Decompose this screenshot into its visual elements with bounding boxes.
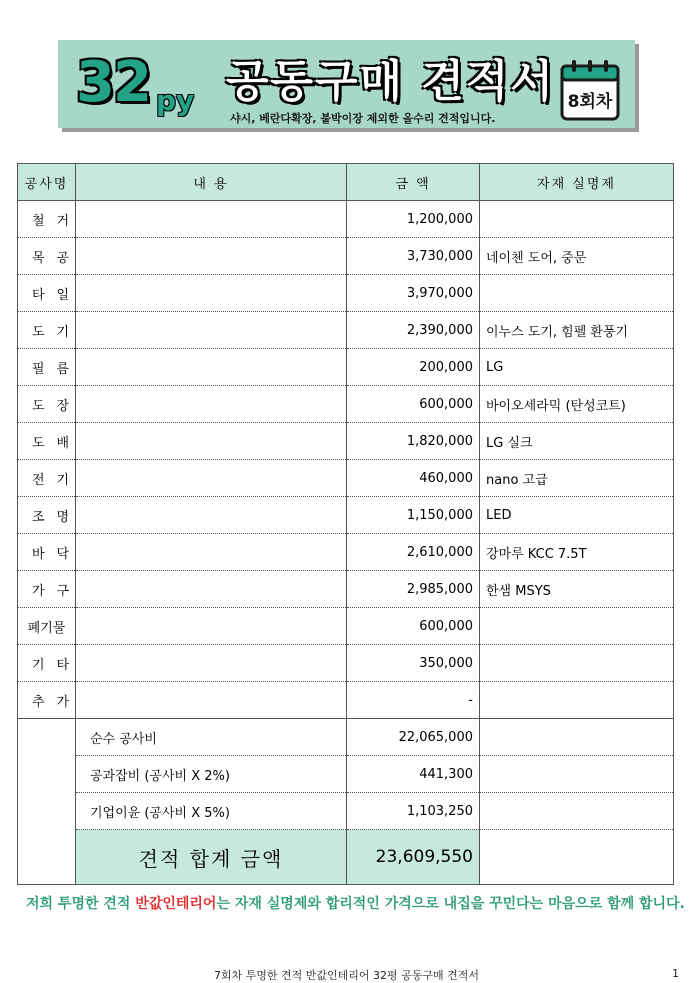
table-row bbox=[18, 201, 674, 238]
cell-content bbox=[76, 608, 347, 645]
cell-category: 도기 bbox=[18, 312, 76, 349]
table-row bbox=[18, 460, 674, 497]
cell-amount: 460,000 bbox=[347, 460, 480, 497]
cell-content bbox=[76, 349, 347, 386]
cell-content bbox=[76, 645, 347, 682]
cell-category: 필름 bbox=[18, 349, 76, 386]
footer-text: 7회차 투명한 견적 반값인테리어 32평 공동구매 견적서 bbox=[213, 969, 480, 982]
slogan bbox=[26, 893, 685, 913]
cell-material bbox=[480, 645, 674, 682]
cell-amount: 600,000 bbox=[347, 386, 480, 423]
slogan-text: 저희 투명한 견적 bbox=[26, 896, 136, 912]
total-label: 견적 합계 금액 bbox=[76, 830, 347, 885]
cell-amount: 1,150,000 bbox=[347, 497, 480, 534]
cell-material: nano 고급 bbox=[480, 460, 674, 497]
cell-amount: 1,820,000 bbox=[347, 423, 480, 460]
cell-category: 도배 bbox=[18, 423, 76, 460]
cell-amount: 2,985,000 bbox=[347, 571, 480, 608]
cell-content bbox=[76, 497, 347, 534]
cell-amount: 2,390,000 bbox=[347, 312, 480, 349]
cell-material: LG 실크 bbox=[480, 423, 674, 460]
cell-content bbox=[76, 201, 347, 238]
header-category: 공사명 bbox=[18, 164, 76, 201]
summary-material-cell bbox=[480, 793, 674, 830]
summary-row bbox=[18, 756, 674, 793]
table-row bbox=[18, 349, 674, 386]
cell-amount: 1,200,000 bbox=[347, 201, 480, 238]
table-header-row bbox=[18, 164, 674, 201]
page-number: 1 bbox=[672, 967, 679, 980]
header-material: 자재 실명제 bbox=[480, 164, 674, 201]
calendar-icon bbox=[559, 58, 621, 122]
page-subtitle: 샤시, 베란다확장, 붙박이장 제외한 올수리 견적입니다. bbox=[230, 112, 496, 125]
cell-content bbox=[76, 534, 347, 571]
cell-material: LG bbox=[480, 349, 674, 386]
brand-name: 반값인테리어 bbox=[135, 896, 217, 912]
cell-category: 목공 bbox=[18, 238, 76, 275]
table-row bbox=[18, 608, 674, 645]
header-amount: 금 액 bbox=[347, 164, 480, 201]
summary-row bbox=[18, 719, 674, 756]
round-label: 8회차 bbox=[567, 92, 613, 112]
page-title: 공동구매 견적서 bbox=[226, 56, 555, 107]
table-row bbox=[18, 238, 674, 275]
summary-amount: 441,300 bbox=[347, 756, 480, 793]
cell-category: 도장 bbox=[18, 386, 76, 423]
cell-content bbox=[76, 460, 347, 497]
cell-material bbox=[480, 201, 674, 238]
cell-amount: 2,610,000 bbox=[347, 534, 480, 571]
cell-material: LED bbox=[480, 497, 674, 534]
summary-label: 순수 공사비 bbox=[76, 719, 347, 756]
cell-category: 조명 bbox=[18, 497, 76, 534]
cell-content bbox=[76, 423, 347, 460]
cell-amount: 200,000 bbox=[347, 349, 480, 386]
summary-blank-cell bbox=[18, 719, 76, 885]
cell-material: 바이오세라믹 (탄성코트) bbox=[480, 386, 674, 423]
cell-category: 기타 bbox=[18, 645, 76, 682]
cell-material: 이누스 도기, 힘펠 환풍기 bbox=[480, 312, 674, 349]
table-row bbox=[18, 645, 674, 682]
table-row bbox=[18, 312, 674, 349]
size-number: 32 bbox=[76, 50, 150, 115]
header-content: 내 용 bbox=[76, 164, 347, 201]
cell-amount: - bbox=[347, 682, 480, 719]
cell-amount: 350,000 bbox=[347, 645, 480, 682]
cell-category: 바닥 bbox=[18, 534, 76, 571]
summary-label: 기업이윤 (공사비 X 5%) bbox=[76, 793, 347, 830]
cell-category: 폐기물 bbox=[18, 608, 76, 645]
estimate-table bbox=[17, 163, 674, 885]
cell-content bbox=[76, 238, 347, 275]
summary-material-cell bbox=[480, 719, 674, 756]
summary-row bbox=[18, 793, 674, 830]
cell-material bbox=[480, 275, 674, 312]
slogan-text-2: 는 자재 실명제와 합리적인 가격으로 내집을 꾸민다는 마음으로 함께 합니다. bbox=[216, 896, 685, 912]
size-unit: py bbox=[156, 84, 195, 117]
table-row bbox=[18, 534, 674, 571]
total-material-cell bbox=[480, 830, 674, 885]
cell-category: 전기 bbox=[18, 460, 76, 497]
table-row bbox=[18, 275, 674, 312]
cell-category: 추가 bbox=[18, 682, 76, 719]
table-row bbox=[18, 682, 674, 719]
summary-amount: 1,103,250 bbox=[347, 793, 480, 830]
cell-content bbox=[76, 571, 347, 608]
cell-content bbox=[76, 312, 347, 349]
cell-material: 네이첸 도어, 중문 bbox=[480, 238, 674, 275]
cell-content bbox=[76, 386, 347, 423]
cell-material: 한샘 MSYS bbox=[480, 571, 674, 608]
total-amount: 23,609,550 bbox=[347, 830, 480, 885]
summary-material-cell bbox=[480, 756, 674, 793]
table-row bbox=[18, 423, 674, 460]
summary-label: 공과잡비 (공사비 X 2%) bbox=[76, 756, 347, 793]
cell-content bbox=[76, 275, 347, 312]
cell-category: 타일 bbox=[18, 275, 76, 312]
summary-amount: 22,065,000 bbox=[347, 719, 480, 756]
cell-category: 철거 bbox=[18, 201, 76, 238]
table-row bbox=[18, 386, 674, 423]
table-row bbox=[18, 497, 674, 534]
cell-amount: 3,730,000 bbox=[347, 238, 480, 275]
cell-category: 가구 bbox=[18, 571, 76, 608]
header-banner bbox=[58, 40, 635, 128]
cell-material bbox=[480, 608, 674, 645]
table-row bbox=[18, 571, 674, 608]
cell-content bbox=[76, 682, 347, 719]
cell-amount: 3,970,000 bbox=[347, 275, 480, 312]
total-row bbox=[18, 830, 674, 885]
cell-material: 강마루 KCC 7.5T bbox=[480, 534, 674, 571]
cell-material bbox=[480, 682, 674, 719]
cell-amount: 600,000 bbox=[347, 608, 480, 645]
